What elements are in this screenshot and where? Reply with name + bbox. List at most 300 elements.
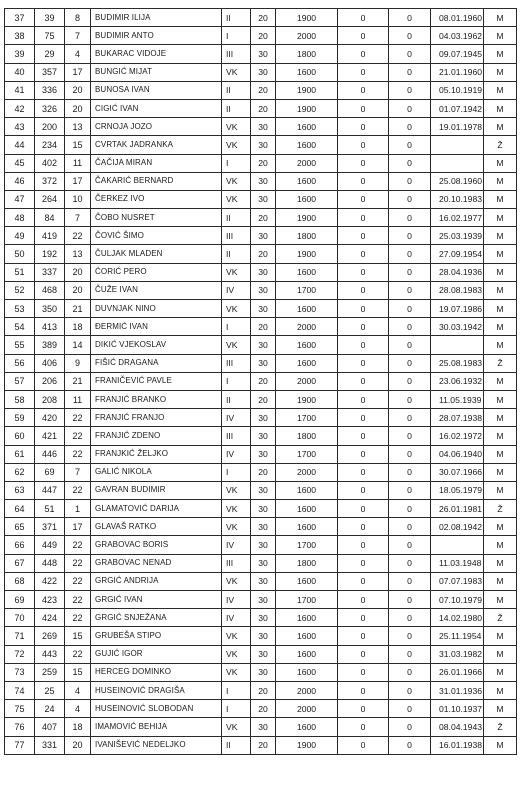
value-d-cell: 0 — [389, 372, 431, 390]
value-d-cell: 0 — [389, 209, 431, 227]
value-d-cell: 0 — [389, 572, 431, 590]
gender-cell: M — [484, 554, 517, 572]
value-d-cell: 0 — [389, 681, 431, 699]
gender-cell: Ž — [484, 136, 517, 154]
employee-name-cell: ĆORIĆ PERO — [91, 263, 222, 281]
birth-date-cell: 05.10.1919 — [431, 81, 484, 99]
group-number-cell: 18 — [65, 318, 91, 336]
base-amount-cell: 2000 — [276, 681, 338, 699]
employee-name-cell: ČOBO NUSRET — [91, 209, 222, 227]
value-c-cell: 0 — [338, 336, 389, 354]
value-c-cell: 0 — [338, 354, 389, 372]
table-row — [5, 45, 517, 63]
table-row — [5, 118, 517, 136]
base-amount-cell: 1600 — [276, 718, 338, 736]
category-cell: VK — [222, 518, 251, 536]
birth-date-cell: 01.07.1942 — [431, 99, 484, 117]
employee-name-cell: GRGIĆ ANDRIJA — [91, 572, 222, 590]
value-c-cell: 0 — [338, 227, 389, 245]
base-amount-cell: 1700 — [276, 409, 338, 427]
birth-date-cell — [431, 336, 484, 354]
value-c-cell: 0 — [338, 445, 389, 463]
employee-name-cell: FRANJIĆ ZDENO — [91, 427, 222, 445]
employee-name-cell: ČAKARIĆ BERNARD — [91, 172, 222, 190]
category-cell: VK — [222, 645, 251, 663]
rate-a-cell: 30 — [251, 136, 276, 154]
base-amount-cell: 2000 — [276, 318, 338, 336]
employee-id-cell: 413 — [35, 318, 65, 336]
category-cell: VK — [222, 190, 251, 208]
employee-id-cell: 423 — [35, 591, 65, 609]
category-cell: II — [222, 209, 251, 227]
group-number-cell: 9 — [65, 354, 91, 372]
row-number-cell: 67 — [5, 554, 35, 572]
birth-date-cell: 20.10.1983 — [431, 190, 484, 208]
gender-cell: M — [484, 736, 517, 754]
employee-name-cell: ČERKEZ IVO — [91, 190, 222, 208]
row-number-cell: 44 — [5, 136, 35, 154]
category-cell: III — [222, 227, 251, 245]
birth-date-cell: 27.09.1954 — [431, 245, 484, 263]
value-d-cell: 0 — [389, 118, 431, 136]
value-d-cell: 0 — [389, 390, 431, 408]
group-number-cell: 13 — [65, 245, 91, 263]
birth-date-cell: 26.01.1966 — [431, 663, 484, 681]
value-d-cell: 0 — [389, 136, 431, 154]
rate-a-cell: 30 — [251, 572, 276, 590]
table-row — [5, 736, 517, 754]
gender-cell: M — [484, 518, 517, 536]
employee-name-cell: ČOVIĆ ŠIMO — [91, 227, 222, 245]
group-number-cell: 22 — [65, 227, 91, 245]
value-d-cell: 0 — [389, 63, 431, 81]
category-cell: VK — [222, 118, 251, 136]
value-d-cell: 0 — [389, 227, 431, 245]
table-row — [5, 427, 517, 445]
table-row — [5, 300, 517, 318]
birth-date-cell: 31.01.1936 — [431, 681, 484, 699]
employee-id-cell: 350 — [35, 300, 65, 318]
category-cell: II — [222, 245, 251, 263]
category-cell: I — [222, 700, 251, 718]
employee-id-cell: 75 — [35, 27, 65, 45]
base-amount-cell: 2000 — [276, 463, 338, 481]
row-number-cell: 66 — [5, 536, 35, 554]
row-number-cell: 63 — [5, 481, 35, 499]
group-number-cell: 22 — [65, 609, 91, 627]
employee-table-body — [5, 9, 517, 755]
base-amount-cell: 1600 — [276, 609, 338, 627]
row-number-cell: 53 — [5, 300, 35, 318]
category-cell: III — [222, 427, 251, 445]
group-number-cell: 1 — [65, 500, 91, 518]
rate-a-cell: 30 — [251, 281, 276, 299]
rate-a-cell: 20 — [251, 681, 276, 699]
category-cell: VK — [222, 172, 251, 190]
rate-a-cell: 20 — [251, 99, 276, 117]
value-c-cell: 0 — [338, 9, 389, 27]
row-number-cell: 59 — [5, 409, 35, 427]
birth-date-cell: 16.01.1938 — [431, 736, 484, 754]
group-number-cell: 4 — [65, 700, 91, 718]
value-c-cell: 0 — [338, 681, 389, 699]
gender-cell: M — [484, 9, 517, 27]
category-cell: IV — [222, 409, 251, 427]
employee-id-cell: 208 — [35, 390, 65, 408]
employee-id-cell: 422 — [35, 572, 65, 590]
value-d-cell: 0 — [389, 718, 431, 736]
value-c-cell: 0 — [338, 263, 389, 281]
table-row — [5, 681, 517, 699]
birth-date-cell: 25.08.1960 — [431, 172, 484, 190]
value-c-cell: 0 — [338, 118, 389, 136]
employee-id-cell: 468 — [35, 281, 65, 299]
employee-name-cell: BUKARAC VIDOJE — [91, 45, 222, 63]
row-number-cell: 48 — [5, 209, 35, 227]
row-number-cell: 38 — [5, 27, 35, 45]
value-d-cell: 0 — [389, 736, 431, 754]
value-d-cell: 0 — [389, 427, 431, 445]
rate-a-cell: 20 — [251, 209, 276, 227]
gender-cell: M — [484, 81, 517, 99]
employee-name-cell: HERCEG DOMINKO — [91, 663, 222, 681]
row-number-cell: 61 — [5, 445, 35, 463]
birth-date-cell: 16.02.1972 — [431, 427, 484, 445]
value-d-cell: 0 — [389, 245, 431, 263]
value-d-cell: 0 — [389, 536, 431, 554]
employee-name-cell: BUNGIĆ MIJAT — [91, 63, 222, 81]
birth-date-cell: 23.06.1932 — [431, 372, 484, 390]
category-cell: III — [222, 554, 251, 572]
group-number-cell: 22 — [65, 554, 91, 572]
table-row — [5, 99, 517, 117]
group-number-cell: 22 — [65, 536, 91, 554]
group-number-cell: 22 — [65, 445, 91, 463]
row-number-cell: 74 — [5, 681, 35, 699]
rate-a-cell: 30 — [251, 663, 276, 681]
value-d-cell: 0 — [389, 318, 431, 336]
table-row — [5, 609, 517, 627]
gender-cell: M — [484, 336, 517, 354]
value-c-cell: 0 — [338, 45, 389, 63]
gender-cell: Ž — [484, 500, 517, 518]
category-cell: VK — [222, 627, 251, 645]
base-amount-cell: 1600 — [276, 518, 338, 536]
rate-a-cell: 30 — [251, 300, 276, 318]
table-row — [5, 500, 517, 518]
category-cell: II — [222, 81, 251, 99]
table-row — [5, 718, 517, 736]
table-row — [5, 518, 517, 536]
rate-a-cell: 20 — [251, 154, 276, 172]
gender-cell: M — [484, 99, 517, 117]
value-d-cell: 0 — [389, 591, 431, 609]
base-amount-cell: 1800 — [276, 427, 338, 445]
group-number-cell: 17 — [65, 172, 91, 190]
base-amount-cell: 1900 — [276, 390, 338, 408]
base-amount-cell: 1900 — [276, 9, 338, 27]
category-cell: I — [222, 318, 251, 336]
employee-name-cell: FRANJIĆ FRANJO — [91, 409, 222, 427]
employee-name-cell: GRABOVAC BORIS — [91, 536, 222, 554]
table-row — [5, 281, 517, 299]
value-c-cell: 0 — [338, 536, 389, 554]
rate-a-cell: 30 — [251, 190, 276, 208]
group-number-cell: 7 — [65, 27, 91, 45]
category-cell: III — [222, 45, 251, 63]
category-cell: VK — [222, 663, 251, 681]
row-number-cell: 54 — [5, 318, 35, 336]
rate-a-cell: 30 — [251, 718, 276, 736]
base-amount-cell: 1600 — [276, 663, 338, 681]
row-number-cell: 77 — [5, 736, 35, 754]
group-number-cell: 15 — [65, 627, 91, 645]
gender-cell: Ž — [484, 609, 517, 627]
employee-name-cell: BUDIMIR ILIJA — [91, 9, 222, 27]
rate-a-cell: 30 — [251, 645, 276, 663]
row-number-cell: 58 — [5, 390, 35, 408]
group-number-cell: 14 — [65, 336, 91, 354]
row-number-cell: 71 — [5, 627, 35, 645]
value-c-cell: 0 — [338, 318, 389, 336]
row-number-cell: 57 — [5, 372, 35, 390]
base-amount-cell: 1800 — [276, 554, 338, 572]
employee-id-cell: 39 — [35, 9, 65, 27]
category-cell: I — [222, 154, 251, 172]
gender-cell: M — [484, 300, 517, 318]
category-cell: II — [222, 736, 251, 754]
value-d-cell: 0 — [389, 463, 431, 481]
birth-date-cell: 28.07.1938 — [431, 409, 484, 427]
employee-id-cell: 336 — [35, 81, 65, 99]
base-amount-cell: 2000 — [276, 27, 338, 45]
employee-name-cell: DIKIĆ VJEKOSLAV — [91, 336, 222, 354]
group-number-cell: 15 — [65, 136, 91, 154]
base-amount-cell: 1900 — [276, 245, 338, 263]
table-row — [5, 154, 517, 172]
table-row — [5, 190, 517, 208]
gender-cell: M — [484, 190, 517, 208]
birth-date-cell: 08.04.1943 — [431, 718, 484, 736]
gender-cell: M — [484, 681, 517, 699]
value-d-cell: 0 — [389, 45, 431, 63]
rate-a-cell: 30 — [251, 481, 276, 499]
rate-a-cell: 30 — [251, 500, 276, 518]
value-c-cell: 0 — [338, 172, 389, 190]
employee-id-cell: 357 — [35, 63, 65, 81]
table-row — [5, 336, 517, 354]
row-number-cell: 43 — [5, 118, 35, 136]
value-c-cell: 0 — [338, 27, 389, 45]
employee-name-cell: GLAMATOVIĆ DARIJA — [91, 500, 222, 518]
category-cell: VK — [222, 500, 251, 518]
group-number-cell: 15 — [65, 663, 91, 681]
employee-name-cell: ČAČIJA MIRAN — [91, 154, 222, 172]
base-amount-cell: 1600 — [276, 354, 338, 372]
birth-date-cell: 04.03.1962 — [431, 27, 484, 45]
row-number-cell: 40 — [5, 63, 35, 81]
gender-cell: M — [484, 700, 517, 718]
gender-cell: M — [484, 372, 517, 390]
base-amount-cell: 1900 — [276, 736, 338, 754]
table-row — [5, 372, 517, 390]
row-number-cell: 46 — [5, 172, 35, 190]
employee-name-cell: FRANJIĆ BRANKO — [91, 390, 222, 408]
employee-id-cell: 337 — [35, 263, 65, 281]
group-number-cell: 17 — [65, 63, 91, 81]
category-cell: I — [222, 372, 251, 390]
rate-a-cell: 20 — [251, 245, 276, 263]
value-c-cell: 0 — [338, 463, 389, 481]
value-d-cell: 0 — [389, 190, 431, 208]
gender-cell: M — [484, 263, 517, 281]
category-cell: III — [222, 354, 251, 372]
employee-name-cell: GRGIĆ SNJEŽANA — [91, 609, 222, 627]
value-d-cell: 0 — [389, 154, 431, 172]
group-number-cell: 20 — [65, 281, 91, 299]
birth-date-cell: 09.07.1945 — [431, 45, 484, 63]
value-c-cell: 0 — [338, 372, 389, 390]
row-number-cell: 76 — [5, 718, 35, 736]
value-d-cell: 0 — [389, 554, 431, 572]
birth-date-cell: 16.02.1977 — [431, 209, 484, 227]
employee-name-cell: FRANIČEVIĆ PAVLE — [91, 372, 222, 390]
value-d-cell: 0 — [389, 9, 431, 27]
employee-id-cell: 192 — [35, 245, 65, 263]
row-number-cell: 47 — [5, 190, 35, 208]
value-c-cell: 0 — [338, 136, 389, 154]
employee-id-cell: 259 — [35, 663, 65, 681]
employee-id-cell: 420 — [35, 409, 65, 427]
gender-cell: M — [484, 572, 517, 590]
birth-date-cell: 26.01.1981 — [431, 500, 484, 518]
category-cell: VK — [222, 572, 251, 590]
employee-id-cell: 421 — [35, 427, 65, 445]
row-number-cell: 68 — [5, 572, 35, 590]
table-row — [5, 536, 517, 554]
employee-id-cell: 371 — [35, 518, 65, 536]
gender-cell: M — [484, 481, 517, 499]
gender-cell: M — [484, 663, 517, 681]
table-row — [5, 263, 517, 281]
category-cell: VK — [222, 63, 251, 81]
gender-cell: M — [484, 409, 517, 427]
group-number-cell: 20 — [65, 263, 91, 281]
employee-id-cell: 372 — [35, 172, 65, 190]
rate-a-cell: 30 — [251, 609, 276, 627]
value-d-cell: 0 — [389, 300, 431, 318]
employee-id-cell: 419 — [35, 227, 65, 245]
employee-id-cell: 326 — [35, 99, 65, 117]
rate-a-cell: 30 — [251, 63, 276, 81]
group-number-cell: 22 — [65, 409, 91, 427]
gender-cell: M — [484, 172, 517, 190]
row-number-cell: 45 — [5, 154, 35, 172]
base-amount-cell: 1600 — [276, 263, 338, 281]
rate-a-cell: 30 — [251, 536, 276, 554]
employee-name-cell: BUNOSA IVAN — [91, 81, 222, 99]
birth-date-cell: 28.08.1983 — [431, 281, 484, 299]
group-number-cell: 11 — [65, 390, 91, 408]
row-number-cell: 69 — [5, 591, 35, 609]
table-row — [5, 591, 517, 609]
gender-cell: M — [484, 227, 517, 245]
gender-cell: M — [484, 445, 517, 463]
birth-date-cell: 02.08.1942 — [431, 518, 484, 536]
value-c-cell: 0 — [338, 554, 389, 572]
employee-name-cell: IVANIŠEVIĆ NEDELJKO — [91, 736, 222, 754]
base-amount-cell: 1600 — [276, 63, 338, 81]
table-row — [5, 663, 517, 681]
gender-cell: M — [484, 463, 517, 481]
employee-id-cell: 446 — [35, 445, 65, 463]
base-amount-cell: 1900 — [276, 81, 338, 99]
value-c-cell: 0 — [338, 609, 389, 627]
table-row — [5, 172, 517, 190]
group-number-cell: 11 — [65, 154, 91, 172]
employee-name-cell: FRANJKIĆ ŽELJKO — [91, 445, 222, 463]
employee-name-cell: GRGIĆ IVAN — [91, 591, 222, 609]
value-c-cell: 0 — [338, 663, 389, 681]
birth-date-cell: 19.01.1978 — [431, 118, 484, 136]
rate-a-cell: 20 — [251, 700, 276, 718]
row-number-cell: 75 — [5, 700, 35, 718]
value-c-cell: 0 — [338, 627, 389, 645]
category-cell: IV — [222, 609, 251, 627]
group-number-cell: 22 — [65, 427, 91, 445]
group-number-cell: 22 — [65, 591, 91, 609]
employee-id-cell: 331 — [35, 736, 65, 754]
group-number-cell: 20 — [65, 99, 91, 117]
employee-id-cell: 25 — [35, 681, 65, 699]
row-number-cell: 52 — [5, 281, 35, 299]
birth-date-cell: 07.10.1979 — [431, 591, 484, 609]
group-number-cell: 10 — [65, 190, 91, 208]
table-row — [5, 136, 517, 154]
employee-name-cell: CVRTAK JADRANKA — [91, 136, 222, 154]
group-number-cell: 4 — [65, 681, 91, 699]
value-c-cell: 0 — [338, 409, 389, 427]
rate-a-cell: 30 — [251, 591, 276, 609]
group-number-cell: 7 — [65, 209, 91, 227]
value-c-cell: 0 — [338, 427, 389, 445]
row-number-cell: 42 — [5, 99, 35, 117]
category-cell: VK — [222, 136, 251, 154]
gender-cell: M — [484, 209, 517, 227]
employee-name-cell: ČUŽE IVAN — [91, 281, 222, 299]
category-cell: IV — [222, 445, 251, 463]
base-amount-cell: 2000 — [276, 700, 338, 718]
employee-name-cell: GLAVAŠ RATKO — [91, 518, 222, 536]
value-d-cell: 0 — [389, 663, 431, 681]
employee-name-cell: HUSEINOVIĆ SLOBODAN — [91, 700, 222, 718]
table-row — [5, 627, 517, 645]
group-number-cell: 17 — [65, 518, 91, 536]
value-d-cell: 0 — [389, 609, 431, 627]
rate-a-cell: 30 — [251, 336, 276, 354]
birth-date-cell: 11.03.1948 — [431, 554, 484, 572]
base-amount-cell: 1700 — [276, 281, 338, 299]
birth-date-cell: 11.05.1939 — [431, 390, 484, 408]
employee-id-cell: 51 — [35, 500, 65, 518]
value-d-cell: 0 — [389, 263, 431, 281]
value-c-cell: 0 — [338, 736, 389, 754]
table-row — [5, 245, 517, 263]
value-d-cell: 0 — [389, 500, 431, 518]
employee-name-cell: GRUBEŠA STIPO — [91, 627, 222, 645]
birth-date-cell — [431, 154, 484, 172]
gender-cell: M — [484, 591, 517, 609]
